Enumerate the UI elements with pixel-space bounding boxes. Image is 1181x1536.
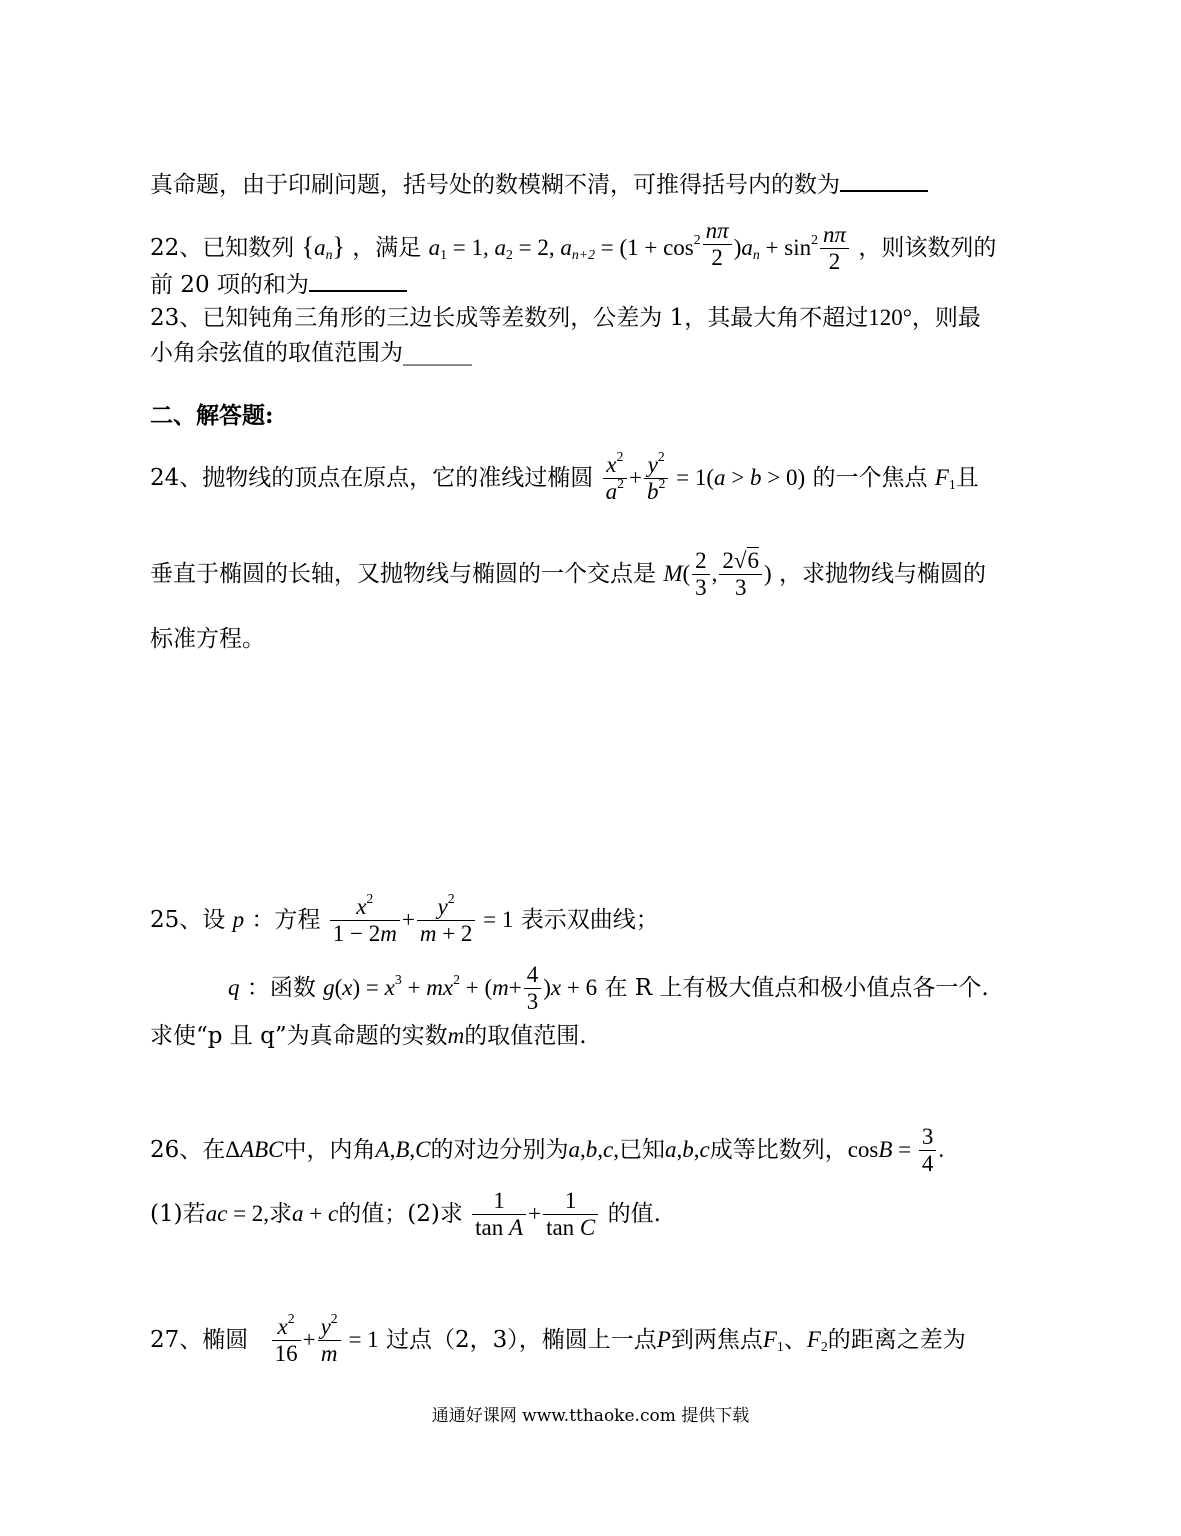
q24-line-3: 标准方程。 (150, 626, 265, 652)
q27-line: 27、椭圆 $\frac{x^2}{16}$ + $\frac{y^2}{m}$ = 1 过点（2，3），椭圆上一点P到两焦点$F_1$、$F_2$的距离之差为 (150, 1310, 966, 1367)
section-heading: 二、解答题: (150, 402, 274, 429)
tan-sum: $\frac{1}{\text{tan A}}$ + $\frac{1}{\text{tan C}}$ (470, 1201, 607, 1227)
ellipse-equation: $\frac{x^2}{a^2}$ + $\frac{y^2}{b^2}$ = 1(a > b > 0) (601, 465, 813, 491)
answer-blank-21 (840, 172, 928, 192)
page-footer: 通通好课网 www.tthaoke.com 提供下载 (431, 1406, 750, 1426)
q25-line-2: q ：函数 $g(x) = x^3 + mx^2 + (m+$ $\frac{4}{3}$ )x + 6 在 R 上有极大值点和极小值点各一个. (228, 962, 989, 1015)
ellipse-equation-27: $\frac{x^2}{16}$ + $\frac{y^2}{m}$ = 1 (270, 1327, 386, 1353)
q23-line-2: 小角余弦值的取值范围为______ (150, 340, 472, 366)
q24-line: 24、抛物线的顶点在原点，它的准线过椭圆 $\frac{x^2}{a^2}$ + $\frac{y^2}{b^2}$ = 1(a > b > 0) 的一个焦点 $F_1$且 (150, 448, 979, 505)
hyperbola-equation: $\frac{x^2}{1 - 2m}$ + $\frac{y^2}{m + 2}$ = 1 (328, 907, 521, 933)
q23-line: 23、已知钝角三角形的三边长成等差数列，公差为 1，其最大角不超过120°，则最 (150, 305, 981, 331)
q26-line: 26、在ΔABC中，内角A,B,C的对边分别为a,b,c,已知a,b,c成等比数列，cosB = $\frac{3}{4}$ . (150, 1124, 945, 1177)
point-m: M( $\frac{2}{3}$ , $\frac{2√6}{3}$ ) (663, 548, 772, 601)
q22-line-2: 前 20 项的和为 (150, 272, 407, 297)
cos-b-fraction: $\frac{3}{4}$ (919, 1124, 937, 1178)
function-g: $g(x) = x^3 + mx^2 + (m+$ $\frac{4}{3}$ )x + 6 (323, 962, 598, 1015)
q25-line: 25、设 p ：方程 $\frac{x^2}{1 - 2m}$ + $\frac{y^2}{m + 2}$ = 1 表示双曲线； (150, 890, 659, 947)
answer-blank-22 (309, 272, 407, 292)
q21-tail-line: 真命题，由于印刷问题，括号处的数模糊不清，可推得括号内的数为 (150, 172, 928, 197)
sequence-braces: { (301, 231, 315, 261)
q24-line-2: 垂直于椭圆的长轴，又抛物线与椭圆的一个交点是 M( $\frac{2}{3}$ , $\frac{2√6}{3}$ ) ，求抛物线与椭圆的 (150, 548, 987, 601)
q22-line: 22、已知数列 $\{a_n\}$ ，满足 $a_1 = 1$, $a_2 = 2$, $a_{n+2} = (1 + \cos^2$ $\frac{n\pi}{2}$ )$a_n + \sin^2$ $\frac{n\pi}{2}$ ，则该数列的 (150, 218, 997, 275)
q26-line-2: (1)若ac = 2,求a + c的值；(2)求 $\frac{1}{\text{tan A}}$ + $\frac{1}{\text{tan C}}$ 的值. (150, 1188, 661, 1241)
q25-line-3: 求使“p 且 q”为真命题的实数m的取值范围. (150, 1023, 587, 1049)
q22-formula: $a_1 = 1$, $a_2 = 2$, $a_{n+2} = (1 + \cos^2$ $\frac{n\pi}{2}$ )$a_n + \sin^2$ $\frac{n\pi}{2}$ (429, 235, 859, 261)
